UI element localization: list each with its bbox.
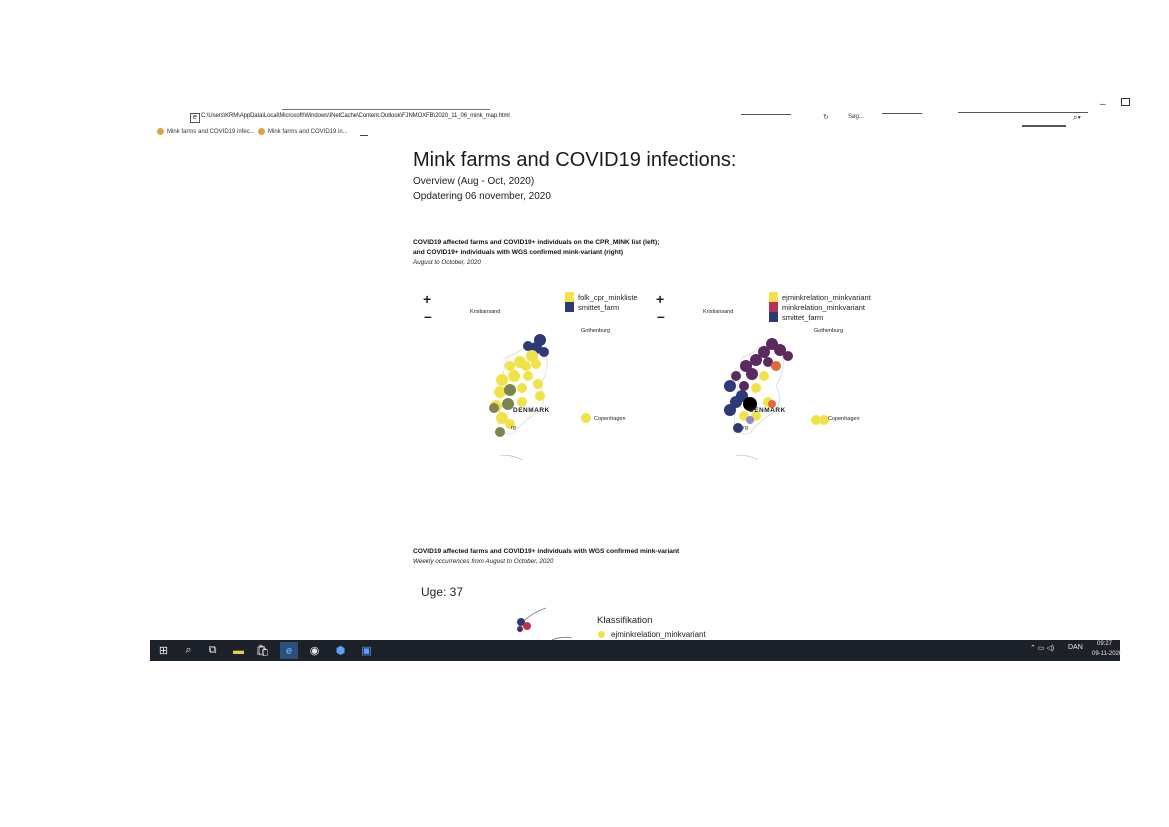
classification-title: Klassifikation	[597, 615, 653, 626]
place-copenhagen-left: Copenhagen	[594, 416, 626, 422]
section2-title: COVID19 affected farms and COVID19+ individuals with WGS confirmed mink-variant	[413, 548, 680, 555]
new-tab-button[interactable]	[360, 135, 368, 136]
place-partial-left: rg	[511, 425, 516, 431]
place-gothenburg-right: Gothenburg	[814, 328, 844, 334]
address-underline	[282, 109, 490, 110]
map-point[interactable]	[504, 384, 516, 396]
place-kristiansand-left: Kristiansand	[470, 309, 501, 315]
maximize-icon[interactable]	[1121, 98, 1130, 106]
section2-note: Weekly occurrences from August to October, 2020	[413, 558, 554, 565]
section1-title-line2: and COVID19+ individuals with WGS confirmed mink-variant (right)	[413, 249, 624, 256]
tab-label: Mink farms and COVID19 in...	[268, 128, 348, 135]
place-copenhagen-right: Copenhagen	[828, 416, 860, 422]
tab-mink-2[interactable]	[258, 128, 348, 135]
map-point[interactable]	[759, 371, 769, 381]
map-point[interactable]	[517, 397, 527, 407]
map-point[interactable]	[535, 391, 545, 401]
legend-label: folk_cpr_minkliste	[578, 292, 638, 302]
legend-label: smittet_farm	[782, 312, 824, 322]
map-point[interactable]	[739, 381, 749, 391]
legend-label: minkrelation_minkvariant	[782, 302, 865, 312]
map-point[interactable]	[521, 361, 531, 371]
tab-favicon-icon	[157, 128, 164, 135]
map-point[interactable]	[496, 374, 508, 386]
system-tray-icons[interactable]: ⌃ ▭ ◁)	[1030, 645, 1055, 652]
scan-line-top-1	[741, 114, 791, 115]
address-bar[interactable]: C:\Users\KRM\AppData\Local\Microsoft\Windows\INetCache\Content.Outlook\FJNMOXFB\2020_11_06_mink_map.html	[201, 113, 510, 119]
week-label: Uge: 37	[421, 585, 464, 599]
app-icon[interactable]: ⬢	[335, 645, 346, 657]
map-point[interactable]	[533, 379, 543, 389]
start-icon[interactable]: ⊞	[158, 645, 169, 657]
clock-time[interactable]: 09:27	[1097, 641, 1113, 647]
classification-item	[598, 630, 706, 639]
map-point[interactable]	[489, 403, 499, 413]
place-denmark-right: DENMARK	[749, 407, 786, 414]
classification-label: ejminkrelation_minkvariant	[611, 630, 706, 639]
scan-line-top-2	[882, 113, 922, 114]
tab-favicon-icon	[258, 128, 265, 135]
map-point[interactable]	[523, 371, 533, 381]
search-icon[interactable]: ⌕▾	[1073, 113, 1081, 122]
map-point[interactable]	[733, 423, 743, 433]
outlook-icon[interactable]: ▣	[361, 645, 372, 657]
map-point[interactable]	[771, 361, 781, 371]
scan-line-top-3	[958, 112, 1088, 113]
page-subtitle: Overview (Aug - Oct, 2020)	[413, 176, 535, 187]
edge-icon[interactable]: e	[280, 642, 298, 659]
place-kristiansand-right: Kristiansand	[703, 309, 734, 315]
map-point[interactable]	[517, 383, 527, 393]
page-icon: e	[190, 113, 200, 123]
map-point[interactable]	[523, 341, 533, 351]
clock-date[interactable]: 09-11-2020	[1092, 651, 1123, 657]
zoom-in-button-right[interactable]: +	[656, 291, 665, 307]
map-point[interactable]	[746, 368, 758, 380]
map-point[interactable]	[724, 380, 736, 392]
zoom-out-button-left[interactable]: –	[424, 308, 432, 324]
refresh-icon[interactable]: ↻	[823, 114, 829, 121]
scan-line-top-4	[1022, 125, 1066, 127]
search-input[interactable]: Søg...	[848, 114, 865, 120]
data-points-left	[489, 334, 591, 437]
map-point[interactable]	[505, 361, 515, 371]
legend-label: ejminkrelation_minkvariant	[782, 292, 871, 302]
place-denmark-left: DENMARK	[513, 407, 550, 414]
zoom-out-button-right[interactable]: –	[657, 308, 665, 324]
map-point[interactable]	[495, 427, 505, 437]
map-weekly[interactable]	[500, 600, 580, 640]
map-right[interactable]	[676, 300, 896, 470]
legend-label: smittet_farm	[578, 302, 620, 312]
minimize-icon[interactable]: –	[1100, 99, 1106, 110]
zoom-in-button-left[interactable]: +	[423, 291, 432, 307]
map-point[interactable]	[531, 359, 541, 369]
map-point[interactable]	[581, 413, 591, 423]
store-icon[interactable]: 🛍	[255, 645, 270, 657]
file-explorer-icon[interactable]: ▬	[233, 644, 244, 657]
map-point[interactable]	[523, 622, 531, 630]
map-point[interactable]	[724, 404, 736, 416]
page-updated: Opdatering 06 november, 2020	[413, 191, 551, 202]
place-partial-right: rg	[743, 425, 748, 431]
section1-note: August to October, 2020	[413, 259, 481, 266]
tab-label: Mink farms and COVID19 infec...	[167, 128, 255, 135]
map-point[interactable]	[746, 416, 754, 424]
taskbar	[150, 640, 1123, 661]
chrome-icon[interactable]: ◉	[309, 645, 320, 657]
task-view-icon[interactable]: ⧉	[208, 644, 217, 656]
page-title: Mink farms and COVID19 infections:	[413, 149, 737, 171]
search-icon[interactable]: ⌕	[185, 644, 192, 656]
tab-mink-1[interactable]	[157, 128, 255, 135]
map-point[interactable]	[783, 351, 793, 361]
map-point[interactable]	[508, 370, 520, 382]
place-gothenburg-left: Gothenburg	[581, 328, 611, 334]
map-point[interactable]	[517, 626, 523, 632]
map-point[interactable]	[539, 347, 549, 357]
section1-title-line1: COVID19 affected farms and COVID19+ individuals on the CPR_MINK list (left);	[413, 239, 660, 246]
map-point[interactable]	[731, 371, 741, 381]
map-point[interactable]	[751, 383, 761, 393]
map-left[interactable]	[440, 300, 660, 470]
legend-dot-icon	[598, 631, 605, 638]
language-indicator[interactable]: DAN	[1068, 644, 1083, 651]
map-point[interactable]	[494, 386, 506, 398]
map-point[interactable]	[750, 354, 762, 366]
